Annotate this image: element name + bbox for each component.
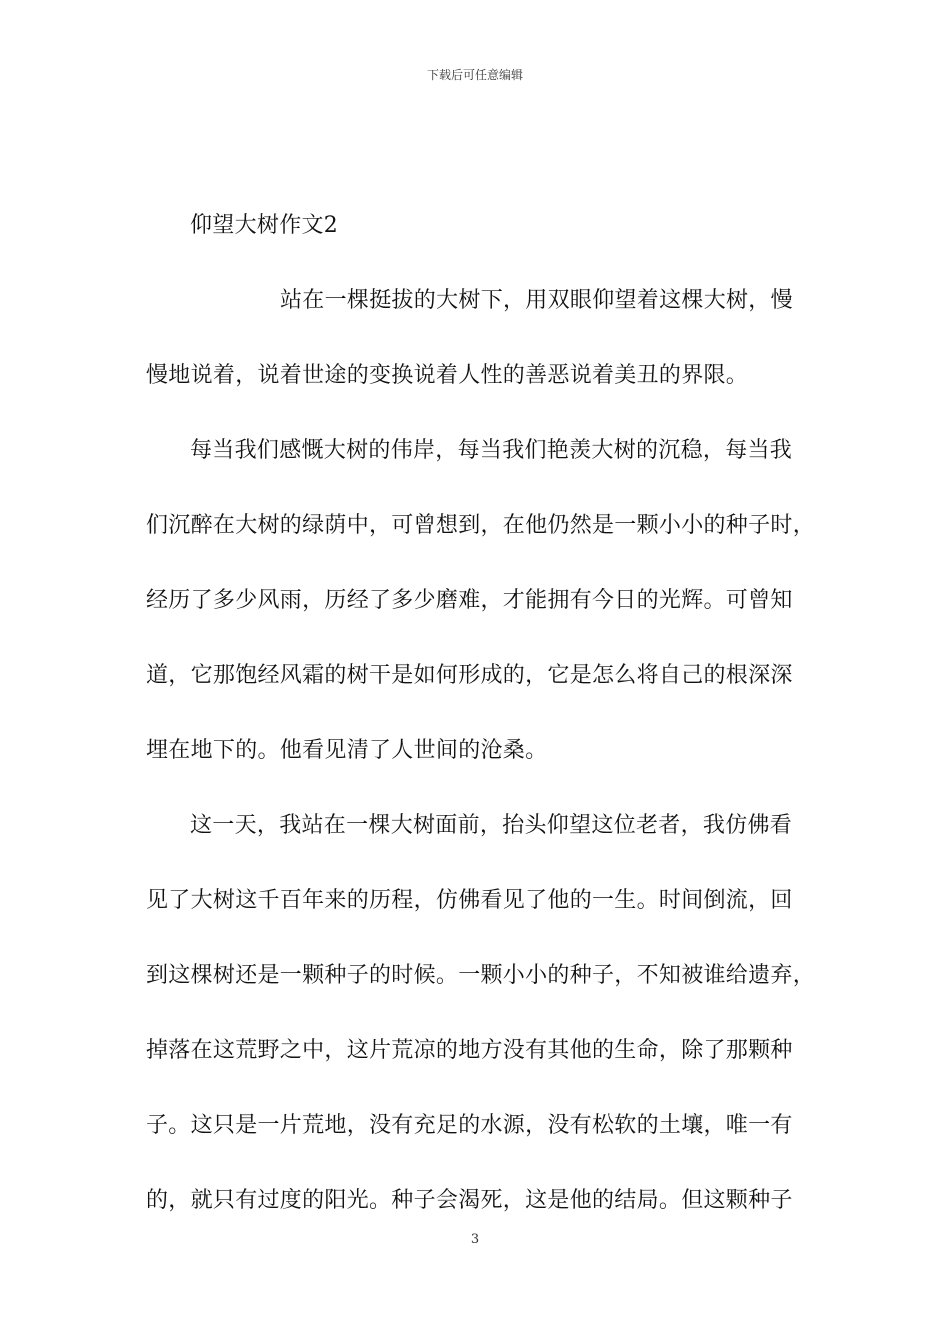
paragraph-3-line-5: 子。这只是一片荒地，没有充足的水源，没有松软的土壤，唯一有 — [146, 1113, 793, 1138]
paragraph-3-line-4: 掉落在这荒野之中，这片荒凉的地方没有其他的生命，除了那颗种 — [146, 1038, 793, 1063]
paragraph-2-line-2: 们沉醉在大树的绿荫中，可曾想到，在他仍然是一颗小小的种子时， — [146, 513, 816, 538]
paragraph-2-line-5: 埋在地下的。他看见清了人世间的沧桑。 — [146, 738, 548, 763]
paragraph-3-line-3: 到这棵树还是一颗种子的时候。一颗小小的种子，不知被谁给遗弃， — [146, 963, 816, 988]
page-header: 下载后可任意编辑 — [426, 68, 523, 82]
essay-title: 仰望大树作文2 — [190, 213, 339, 238]
paragraph-3-line-1: 这一天，我站在一棵大树面前，抬头仰望这位老者，我仿佛看 — [190, 813, 793, 838]
paragraph-3-line-6: 的，就只有过度的阳光。种子会渴死，这是他的结局。但这颗种子 — [146, 1188, 793, 1213]
paragraph-2-line-4: 道，它那饱经风霜的树干是如何形成的，它是怎么将自己的根深深 — [146, 663, 793, 688]
paragraph-3-line-2: 见了大树这千百年来的历程，仿佛看见了他的一生。时间倒流，回 — [146, 888, 793, 913]
paragraph-1-line-2: 慢地说着，说着世途的变换说着人性的善恶说着美丑的界限。 — [146, 363, 749, 388]
page-number: 3 — [470, 1232, 480, 1247]
paragraph-1-line-1: 站在一棵挺拔的大树下，用双眼仰望着这棵大树，慢 — [280, 288, 793, 313]
paragraph-2-line-1: 每当我们感慨大树的伟岸，每当我们艳羡大树的沉稳，每当我 — [190, 438, 793, 463]
paragraph-2-line-3: 经历了多少风雨，历经了多少磨难，才能拥有今日的光辉。可曾知 — [146, 588, 793, 613]
